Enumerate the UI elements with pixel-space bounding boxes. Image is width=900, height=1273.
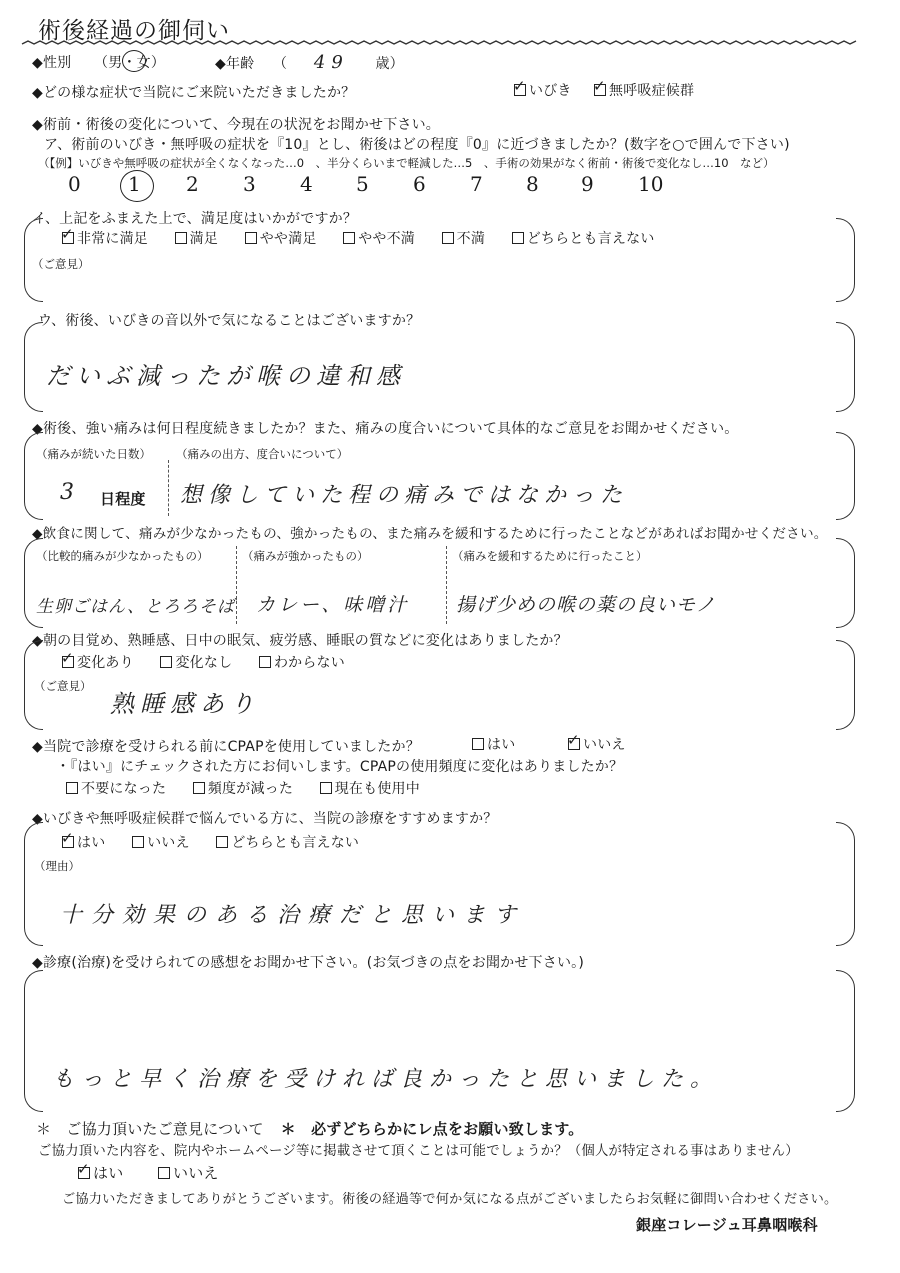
symptom-option-apnea[interactable]: [594, 80, 694, 100]
sleep-bracket-right: [836, 640, 855, 730]
symptom-option-snoring[interactable]: [514, 80, 572, 100]
satisfaction-question: イ、上記をふまえた上で、満足度はいかがですか？: [32, 211, 358, 227]
checkbox-icon[interactable]: [158, 1167, 170, 1179]
checkbox-icon[interactable]: [343, 232, 355, 244]
scale-7[interactable]: 7: [470, 172, 483, 196]
food-col3-value: 揚げ少めの喉の薬の良いモノ: [456, 594, 716, 616]
option-label: はい: [93, 1164, 124, 1182]
satisfaction-option[interactable]: [175, 231, 218, 247]
footer-option-yes[interactable]: [78, 1162, 123, 1183]
sleep-opinion-label: （ご意見）: [34, 679, 92, 693]
age-field: [215, 52, 404, 73]
age-open: （: [273, 56, 288, 72]
impression-bracket-right: [836, 970, 855, 1112]
scale-1[interactable]: 1: [128, 172, 141, 196]
satisfaction-option[interactable]: [512, 231, 655, 247]
page-title: 術後経過の御伺い: [38, 18, 230, 44]
cpap-sub-option[interactable]: [66, 781, 166, 797]
impression-bracket-left: [24, 970, 43, 1112]
scale-2[interactable]: 2: [186, 172, 199, 196]
food-col1-label: （比較的痛みが少なかったもの）: [36, 549, 209, 563]
recommend-reason-label: （理由）: [34, 859, 80, 873]
scale-0[interactable]: 0: [68, 172, 81, 196]
scale-6[interactable]: 6: [413, 172, 426, 196]
cpap-subquestion: ・『はい』にチェックされた方にお伺いします。CPAPの使用頻度に変化はありましたか？: [56, 759, 624, 775]
checkbox-icon[interactable]: [259, 656, 271, 668]
food-divider-2: [446, 546, 447, 624]
pain-days-label: （痛みが続いた日数）: [36, 447, 151, 461]
checkbox-icon[interactable]: [442, 232, 454, 244]
scale-3[interactable]: 3: [243, 172, 256, 196]
option-label: どちらとも言えない: [526, 231, 655, 247]
symptom-option-label: いびき: [529, 83, 572, 99]
satisfaction-bracket-right: [836, 218, 855, 302]
change-example: （【例】いびきや無呼吸の症状が全くなくなった…0 、半分くらいまで軽減した…5 、手術の効果がなく術前・術後で変化なし…10 など）: [38, 156, 775, 170]
other-bracket-right: [836, 322, 855, 412]
cpap-question: ◆当院で診療を受けられる前にCPAPを使用していましたか？: [32, 739, 420, 755]
option-label: 満足: [189, 231, 219, 247]
option-label: 変化あり: [77, 655, 134, 671]
option-label: わからない: [273, 655, 345, 671]
cpap-sub-option[interactable]: [193, 781, 293, 797]
option-label: やや不満: [358, 231, 415, 247]
food-question: ◆飲食に関して、痛みが少なかったもの、強かったもの、また痛みを緩和するために行ったことなどがあればお聞かせください。: [32, 526, 828, 542]
recommend-option[interactable]: [62, 835, 105, 851]
change-scale: [68, 172, 678, 200]
option-label: いいえ: [173, 1164, 219, 1182]
recommend-bracket-left: [24, 822, 43, 946]
gender-value: （男・女）: [94, 55, 166, 71]
other-answer: だいぶ減ったが喉の違和感: [46, 362, 406, 390]
impression-answer: もっと早く治療を受ければ良かったと思いました。: [52, 1067, 720, 1092]
satisfaction-options: [62, 228, 655, 248]
option-label: いいえ: [583, 737, 626, 753]
checkbox-icon[interactable]: [175, 232, 187, 244]
checkbox-icon[interactable]: [193, 782, 205, 794]
sleep-question: ◆朝の目覚め、熟睡感、日中の眠気、疲労感、睡眠の質などに変化はありましたか？: [32, 633, 568, 649]
scale-10[interactable]: 10: [638, 172, 664, 196]
sleep-option[interactable]: [62, 655, 134, 671]
scale-8[interactable]: 8: [526, 172, 539, 196]
checkbox-icon[interactable]: [472, 738, 484, 750]
footer-question: ご協力頂いた内容を、院内やホームページ等に掲載させて頂くことは可能でしょうか？（個人が特定される事はありません）: [38, 1144, 799, 1159]
sleep-option[interactable]: [160, 655, 232, 671]
pain-bracket-right: [836, 432, 855, 520]
satisfaction-option[interactable]: [442, 231, 485, 247]
scale-selected-circle: [120, 170, 154, 202]
satisfaction-option[interactable]: [343, 231, 415, 247]
option-label: やや満足: [259, 231, 317, 247]
sleep-answer: 熟睡感あり: [110, 690, 260, 718]
option-label: 頻度が減った: [207, 781, 294, 797]
checkbox-icon[interactable]: [568, 738, 580, 750]
option-label: はい: [487, 737, 516, 753]
option-label: どちらとも言えない: [231, 835, 360, 851]
sleep-options: [62, 652, 345, 672]
food-col3-label: （痛みを緩和するために行ったこと）: [452, 549, 648, 563]
recommend-bracket-right: [836, 822, 855, 946]
checkbox-icon[interactable]: [132, 836, 144, 848]
title-underline: [20, 36, 860, 50]
cpap-sub-option[interactable]: [320, 781, 420, 797]
recommend-answer: 十分効果のある治療だと思います: [60, 903, 526, 928]
footer-notes: [36, 1118, 583, 1139]
checkbox-icon[interactable]: [594, 84, 606, 96]
option-label: 不満: [456, 231, 486, 247]
checkbox-icon[interactable]: [514, 84, 526, 96]
cpap-option-yes[interactable]: [472, 734, 515, 754]
satisfaction-option[interactable]: [62, 231, 148, 247]
gender-male-circle: [122, 50, 146, 72]
footer-option-no[interactable]: [158, 1162, 219, 1183]
footer-note-1: ＊ ご協力頂いたご意見について: [36, 1120, 264, 1138]
option-label: 変化なし: [175, 655, 233, 671]
satisfaction-opinion-label: （ご意見）: [32, 257, 90, 271]
other-bracket-left: [24, 322, 43, 412]
food-col2-value: カレー、味噌汁: [256, 594, 410, 616]
food-col2-label: （痛みが強かったもの）: [242, 549, 369, 563]
scale-4[interactable]: 4: [300, 172, 313, 196]
food-bracket-right: [836, 538, 855, 628]
checkbox-icon[interactable]: [216, 836, 228, 848]
change-question: ◆術前・術後の変化について、今現在の状況をお聞かせ下さい。: [32, 117, 441, 133]
age-label: ◆年齢: [215, 56, 255, 72]
food-divider-1: [236, 546, 237, 624]
checkbox-icon[interactable]: [512, 232, 524, 244]
pain-days-unit: 日程度: [100, 490, 146, 508]
food-col1-value: 生卵ごはん、とろろそば: [36, 597, 236, 617]
symptom-question: ◆どの様な症状で当院にご来院いただきましたか？: [32, 85, 356, 101]
pain-detail-label: （痛みの出方、度合いについて）: [176, 447, 349, 461]
cpap-sub-options: [66, 778, 420, 798]
checkbox-icon[interactable]: [245, 232, 257, 244]
pain-question: ◆術後、強い痛みは何日程度続きましたか？また、痛みの度合いについて具体的なご意見をお聞かせください。: [32, 421, 739, 437]
checkbox-icon[interactable]: [78, 1167, 90, 1179]
checkbox-icon[interactable]: [62, 232, 74, 244]
footer-thanks: ご協力いただきましてありがとうございます。術後の経過等で何か気になる点がございましたらお気軽に御問い合わせください。: [62, 1192, 838, 1207]
checkbox-icon[interactable]: [62, 656, 74, 668]
footer-note-2: ＊ 必ずどちらかにレ点をお願い致します。: [280, 1120, 584, 1138]
satisfaction-option[interactable]: [245, 231, 317, 247]
symptom-option-label: 無呼吸症候群: [609, 83, 695, 99]
cpap-option-no[interactable]: [568, 734, 626, 754]
pain-detail-value: 想像していた程の痛みではなかった: [180, 483, 629, 508]
clinic-name: 銀座コレージュ耳鼻咽喉科: [636, 1216, 818, 1234]
recommend-option[interactable]: [216, 835, 359, 851]
recommend-option[interactable]: [132, 835, 190, 851]
other-question: ウ、術後、いびきの音以外で気になることはございますか？: [38, 313, 421, 329]
scale-5[interactable]: 5: [356, 172, 369, 196]
option-label: いいえ: [147, 835, 190, 851]
gender-label: ◆性別: [32, 55, 72, 71]
checkbox-icon[interactable]: [62, 836, 74, 848]
recommend-options: [62, 832, 359, 852]
sleep-option[interactable]: [259, 655, 345, 671]
option-label: 現在も使用中: [334, 781, 420, 797]
option-label: 不要になった: [81, 781, 167, 797]
age-value: 49: [313, 52, 349, 73]
checkbox-icon[interactable]: [66, 782, 78, 794]
pain-days-value: 3: [60, 480, 80, 505]
recommend-question: ◆いびきや無呼吸症候群で悩んでいる方に、当院の診療をすすめますか？: [32, 811, 498, 827]
pain-divider: [168, 460, 169, 516]
option-label: 非常に満足: [77, 231, 148, 247]
change-subquestion: ア、術前のいびき・無呼吸の症状を『10』とし、術後はどの程度『0』に近づきましたか？(数字を○で囲んで下さい): [44, 137, 790, 153]
checkbox-icon[interactable]: [320, 782, 332, 794]
option-label: はい: [77, 835, 106, 851]
scale-9[interactable]: 9: [581, 172, 594, 196]
impression-question: ◆診療(治療)を受けられての感想をお聞かせ下さい。(お気づきの点をお聞かせ下さい。): [32, 955, 585, 971]
age-close: 歳）: [375, 56, 404, 72]
checkbox-icon[interactable]: [160, 656, 172, 668]
